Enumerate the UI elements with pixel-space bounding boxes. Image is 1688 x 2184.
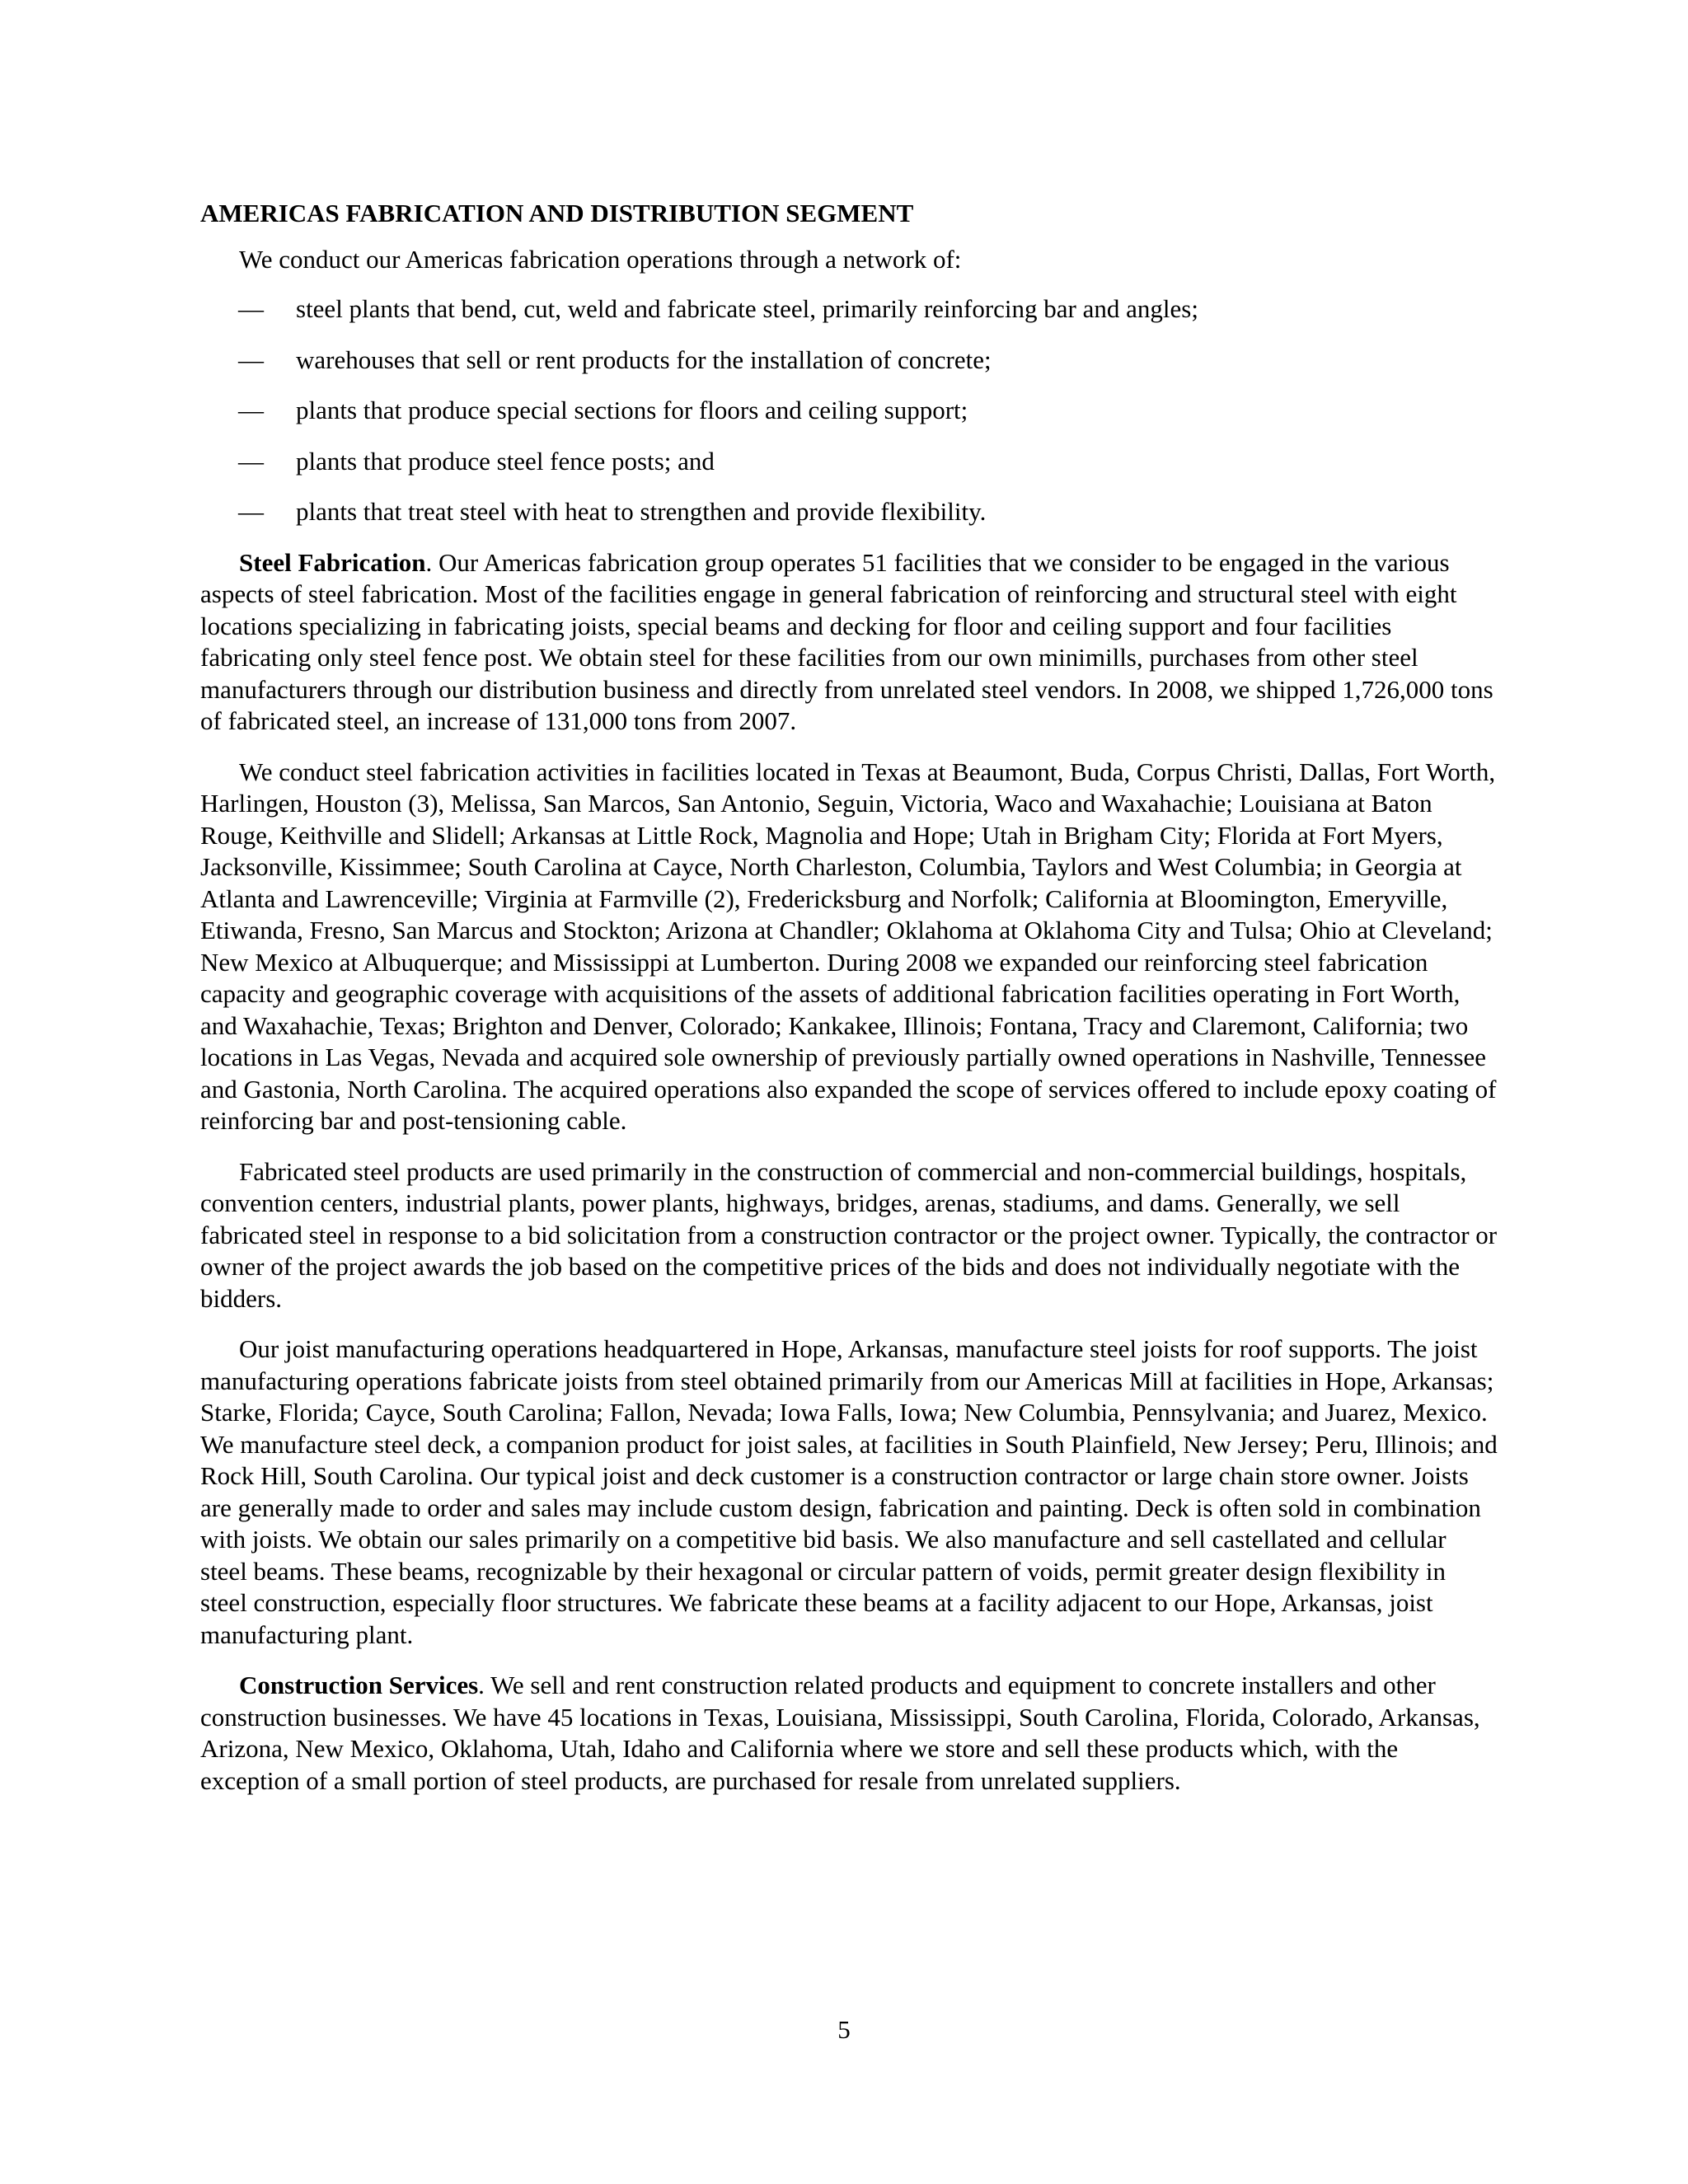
document-page bbox=[200, 198, 1498, 1816]
list-item-text: plants that produce special sections for floors and ceiling support; bbox=[296, 396, 968, 424]
joist-paragraph: Our joist manufacturing operations headquartered in Hope, Arkansas, manufacture steel joists for roof supports. The joist manufacturing operations fabricate joists from steel obtained primarily from our Americas Mill at facilities in Hope, Arkansas; Starke, Florida; Cayce, South Carolina; Fallon, Nevada; Iowa Falls, Iowa; New Columbia, Pennsylvania; and Juarez, Mexico. We manufacture steel deck, a companion product for joist sales, at facilities in South Plainfield, New Jersey; Peru, Illinois; and Rock Hill, South Carolina. Our typical joist and deck customer is a construction contractor or large chain store owner. Joists are generally made to order and sales may include custom design, fabrication and painting. Deck is often sold in combination with joists. We obtain our sales primarily on a competitive bid basis. We also manufacture and sell castellated and cellular steel beams. These beams, recognizable by their hexagonal or circular pattern of voids, permit greater design flexibility in steel construction, especially floor structures. We fabricate these beams at a facility adjacent to our Hope, Arkansas, joist manufacturing plant. bbox=[200, 1334, 1498, 1649]
dash-bullet: — bbox=[238, 294, 264, 323]
section-heading: AMERICAS FABRICATION AND DISTRIBUTION SEGMENT bbox=[200, 199, 914, 227]
construction-services-title: Construction Services bbox=[239, 1671, 479, 1699]
dash-bullet: — bbox=[238, 396, 264, 424]
intro-paragraph: We conduct our Americas fabrication operations through a network of: bbox=[239, 244, 962, 274]
list-item bbox=[200, 293, 1498, 326]
list-item-text: warehouses that sell or rent products for the installation of concrete; bbox=[296, 344, 992, 374]
construction-services-text: . We sell and rent construction related products and equipment to concrete installers and other construction businesses. We have 45 locations in Texas, Louisiana, Mississippi, South Carolina, Florida, Colorado, Arkansas, Arizona, New Mexico, Oklahoma, Utah, Idaho and California where we store and sell these products which, with the exception of a small portion of steel products, are purchased for resale from unrelated suppliers. bbox=[200, 1671, 1480, 1795]
list-item-text: plants that produce steel fence posts; and bbox=[296, 446, 715, 476]
locations-paragraph: We conduct steel fabrication activities in facilities located in Texas at Beaumont, Buda, Corpus Christi, Dallas, Fort Worth, Harlingen, Houston (3), Melissa, San Marcos, San Antonio, Seguin, Victoria, Waco and Waxahachie; Louisiana at Baton Rouge, Keithville and Slidell; Arkansas at Little Rock, Magnolia and Hope; Utah in Brigham City; Florida at Fort Myers, Jacksonville, Kissimmee; South Carolina at Cayce, North Charleston, Columbia, Taylors and West Columbia; in Georgia at Atlanta and Lawrenceville; Virginia at Farmville (2), Fredericksburg and Norfolk; California at Bloomington, Emeryville, Etiwanda, Fresno, San Marcus and Stockton; Arizona at Chandler; Oklahoma at Oklahoma City and Tulsa; Ohio at Cleveland; New Mexico at Albuquerque; and Mississippi at Lumberton. During 2008 we expanded our reinforcing steel fabrication capacity and geographic coverage with acquisitions of the assets of additional fabrication facilities operating in Fort Worth, and Waxahachie, Texas; Brighton and Denver, Colorado; Kankakee, Illinois; Fontana, Tracy and Claremont, California; two locations in Las Vegas, Nevada and acquired sole ownership of previously partially owned operations in Nashville, Tennessee and Gastonia, North Carolina. The acquired operations also expanded the scope of services offered to include epoxy coating of reinforcing bar and post-tensioning cable. bbox=[200, 757, 1497, 1135]
list-item-text: steel plants that bend, cut, weld and fabricate steel, primarily reinforcing bar and angles; bbox=[296, 294, 1198, 323]
steel-fabrication-title: Steel Fabrication bbox=[239, 547, 426, 577]
list-item-text: plants that treat steel with heat to strengthen and provide flexibility. bbox=[296, 497, 987, 526]
list-item bbox=[200, 344, 1498, 377]
list-item bbox=[200, 395, 1498, 427]
dash-bullet: — bbox=[238, 497, 264, 526]
page-number: 5 bbox=[837, 2015, 851, 2044]
construction-services-paragraph bbox=[200, 1670, 1498, 1797]
dash-bullet: — bbox=[238, 344, 264, 374]
operations-list bbox=[200, 293, 1498, 528]
steel-fabrication-paragraph bbox=[200, 547, 1498, 738]
list-item bbox=[200, 446, 1498, 478]
list-item bbox=[200, 496, 1498, 528]
products-paragraph: Fabricated steel products are used primarily in the construction of commercial and non-commercial buildings, hospitals, convention centers, industrial plants, power plants, highways, bridges, arenas, stadiums, and dams. Generally, we sell fabricated steel in response to a bid solicitation from a construction contractor or the project owner. Typically, the contractor or owner of the project awards the job based on the competitive prices of the bids and does not individually negotiate with the bidders. bbox=[200, 1156, 1498, 1313]
steel-fabrication-text: . Our Americas fabrication group operates 51 facilities that we consider to be engaged in the various aspects of steel fabrication. Most of the facilities engage in general fabrication of reinforcing and structural steel with eight locations specializing in fabricating joists, special beams and decking for floor and ceiling support and four facilities fabricating only steel fence post. We obtain steel for these facilities from our own minimills, purchases from other steel manufacturers through our distribution business and directly from unrelated steel vendors. In 2008, we shipped 1,726,000 tons of fabricated steel, an increase of 131,000 tons from 2007. bbox=[200, 547, 1493, 735]
dash-bullet: — bbox=[238, 446, 264, 476]
